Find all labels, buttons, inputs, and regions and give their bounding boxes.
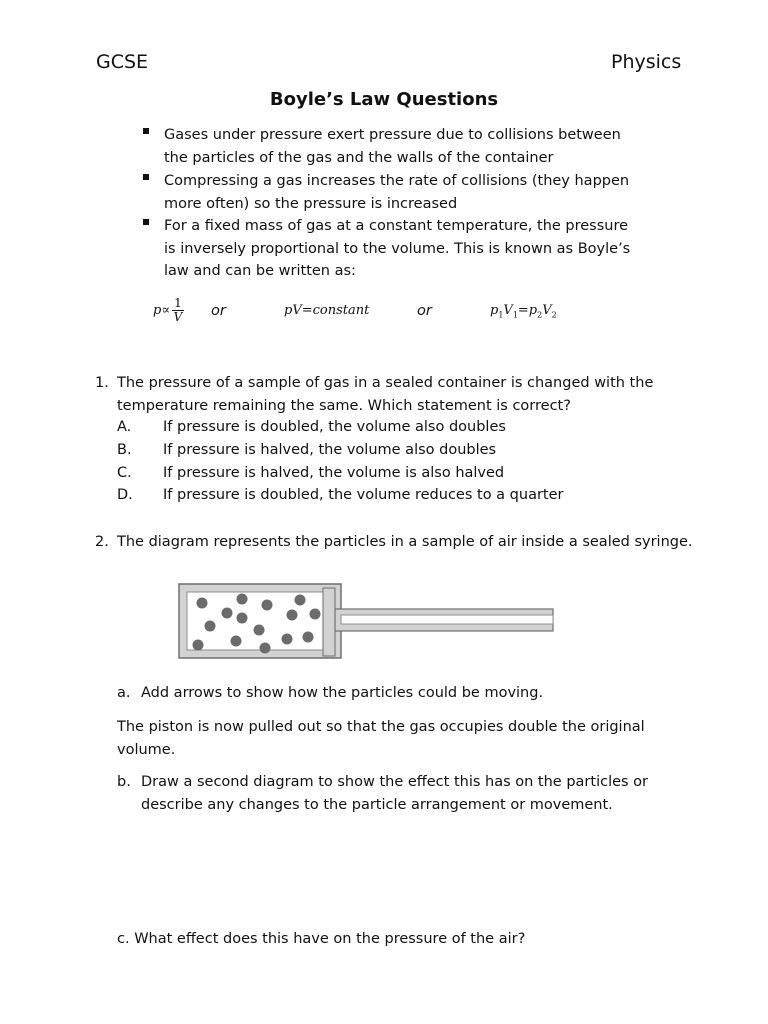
formula-p: p	[153, 303, 162, 318]
bullet-3-line-2: is inversely proportional to the volume. This is known as Boyle’s	[164, 240, 631, 257]
piston-note-line-1: The piston is now pulled out so that the gas occupies double the original	[117, 719, 645, 735]
option-letter-b: B.	[117, 442, 132, 458]
part-a-letter: a.	[117, 685, 131, 701]
subscript: 2	[551, 310, 557, 320]
bullet-marker	[143, 219, 149, 225]
bullet-1-line-1: Gases under pressure exert pressure due to collisions between	[164, 127, 621, 143]
formula-v2: V	[542, 303, 552, 318]
particle	[282, 634, 293, 645]
particle	[303, 632, 314, 643]
formula-v1: V	[503, 303, 513, 318]
or-label: or	[417, 303, 432, 319]
option-text-a: If pressure is doubled, the volume also doubles	[163, 419, 506, 435]
particle	[205, 621, 216, 632]
formula-p1: p	[490, 303, 499, 318]
particle	[237, 613, 248, 624]
syringe-diagram	[178, 583, 556, 659]
formula-proportional-symbol: ∝	[161, 303, 171, 318]
formula-p1v1-p2v2	[490, 303, 557, 320]
option-letter-a: A.	[117, 419, 132, 435]
particle	[237, 594, 248, 605]
particle	[287, 610, 298, 621]
formula-equals-p2: =p	[517, 303, 538, 318]
subject-level: GCSE	[96, 51, 149, 73]
piston-note	[117, 716, 645, 762]
particle	[197, 598, 208, 609]
option-letter-c: C.	[117, 465, 132, 481]
part-b-line-1: Draw a second diagram to show the effect this has on the particles or	[141, 774, 649, 790]
bullet-1	[164, 124, 664, 169]
fraction-numerator: 1	[174, 296, 182, 310]
subscript: 1	[498, 310, 504, 320]
question-1-text	[117, 372, 653, 418]
particle	[295, 595, 306, 606]
particle	[310, 609, 321, 620]
subscript: 2	[537, 310, 543, 320]
particle	[254, 625, 265, 636]
bullet-2-line-1: Compressing a gas increases the rate of collisions (they happen	[164, 173, 630, 189]
part-c-text: c. What effect does this have on the pressure of the air?	[117, 931, 526, 947]
question-1-line-1: The pressure of a sample of gas in a sealed container is changed with the	[117, 375, 654, 391]
bullet-2-line-2: more often) so the pressure is increased	[164, 195, 458, 212]
or-label: or	[211, 303, 226, 319]
part-b-letter: b.	[117, 774, 131, 790]
bullet-3-line-1: For a fixed mass of gas at a constant temperature, the pressure	[164, 218, 629, 234]
bullet-marker	[143, 128, 149, 134]
page-title: Boyle’s Law Questions	[269, 89, 499, 110]
option-text-c: If pressure is halved, the volume is also halved	[163, 465, 505, 481]
bullet-3-line-3: law and can be written as:	[164, 263, 356, 279]
subscript: 1	[512, 310, 518, 320]
bullet-2	[164, 170, 664, 215]
option-text-b: If pressure is halved, the volume also doubles	[163, 442, 497, 458]
fraction-denominator: V	[173, 310, 183, 324]
particle	[260, 643, 271, 654]
formula-constant: pV=constant	[284, 303, 370, 318]
bullet-marker	[143, 174, 149, 180]
option-text-d: If pressure is doubled, the volume reduces to a quarter	[163, 487, 564, 503]
formula-proportional	[153, 297, 184, 324]
bullet-1-line-2: the particles of the gas and the walls of the container	[164, 149, 554, 166]
part-a-text: Add arrows to show how the particles could be moving.	[141, 685, 544, 701]
subject-name: Physics	[611, 51, 682, 73]
question-2-text: The diagram represents the particles in a sample of air inside a sealed syringe.	[117, 534, 693, 550]
part-b-line-2: describe any changes to the particle arrangement or movement.	[141, 796, 613, 813]
bullet-3	[164, 215, 664, 283]
piston-note-line-2: volume.	[117, 741, 176, 758]
particle	[262, 600, 273, 611]
option-letter-d: D.	[117, 487, 133, 503]
question-1-number: 1.	[95, 375, 109, 391]
part-b-text	[141, 771, 648, 817]
particle	[222, 608, 233, 619]
particle	[231, 636, 242, 647]
piston-head	[323, 588, 335, 656]
question-1-line-2: temperature remaining the same. Which statement is correct?	[117, 397, 571, 414]
particle	[193, 640, 204, 651]
plunger-rod-inner	[341, 615, 553, 624]
formula-fraction	[172, 297, 184, 324]
question-2-number: 2.	[95, 534, 109, 550]
